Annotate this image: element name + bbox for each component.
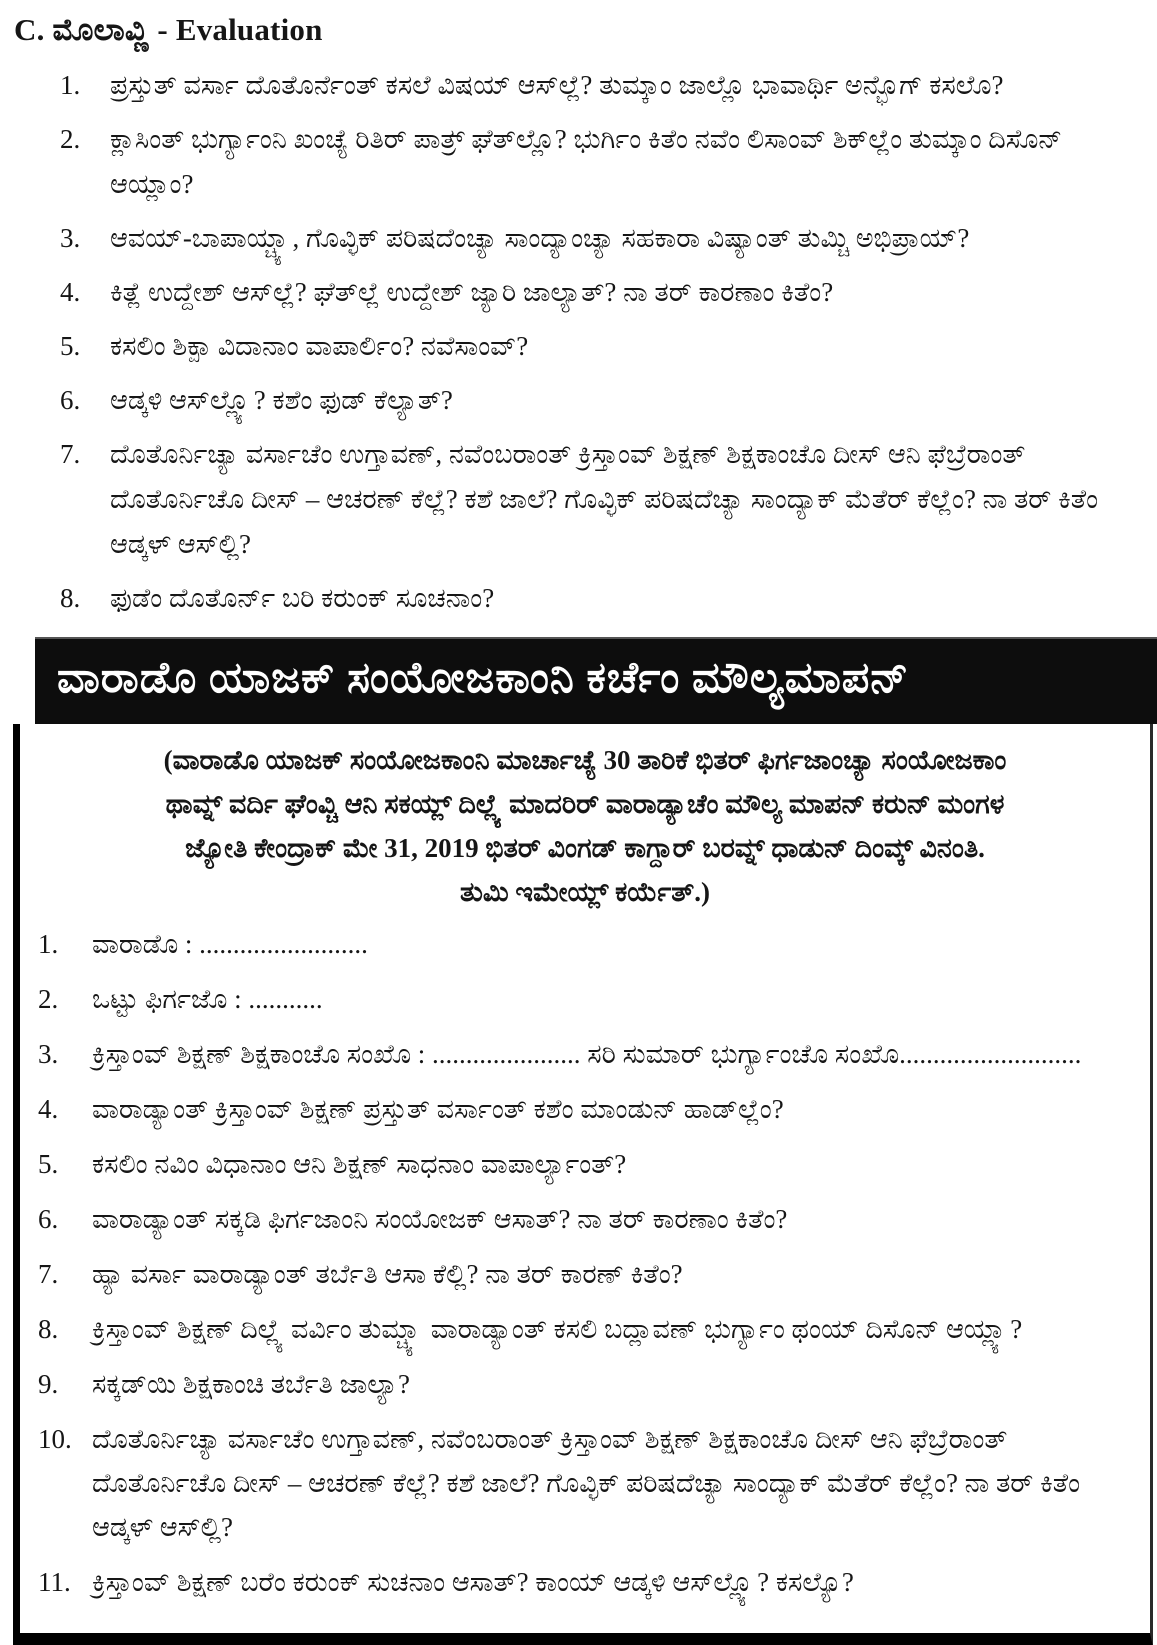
- question-number: 1.: [38, 929, 59, 960]
- evaluation-question: [58, 270, 1137, 315]
- question-number: 1.: [60, 70, 81, 100]
- evaluation-question-list: [58, 63, 1137, 621]
- question-number: 3.: [38, 1039, 59, 1070]
- question-text: ಆವಯ್-ಬಾಪಾಯ್ಚ್ಯಾ, ಗೊವ್ಳಿಕ್ ಪರಿಷದೆಂಚ್ಯಾ ಸಾಂದ್ಯಾಂಚ್ಯಾ ಸಹಕಾರಾ ವಿಷ್ಯಾಂತ್ ತುಮ್ಚಿ ಅಭಿಪ್ರಾಯ್?: [110, 223, 970, 253]
- question-text: ಕಿತ್ಲೆ ಉದ್ದೇಶ್ ಆಸ್‌ಲ್ಲೆ? ಘೆತ್‌ಲ್ಲೆ ಉದ್ದೇಶ್ ಜ್ಯಾರಿ ಜಾಲ್ಯಾತ್? ನಾ ತರ್ ಕಾರಣಾಂ ಕಿತೆಂ?: [110, 277, 834, 307]
- intro-line: (ವಾರಾಡೊ ಯಾಜಕ್ ಸಂಯೋಜಕಾಂನಿ ಮಾರ್ಚಾಚ್ಯೆ 30 ತಾರಿಕೆ ಭಿತರ್ ಫಿರ್ಗಜಾಂಚ್ಯಾ ಸಂಯೋಜಕಾಂ: [163, 745, 1007, 776]
- question-text-with-blank: ಒಟ್ಟು ಫಿರ್ಗಜೊ : ...........: [92, 984, 323, 1015]
- question-text: ಹ್ಯಾ ವರ್ಸಾ ವಾರಾಡ್ಯಾಂತ್ ತರ್ಬೆತಿ ಆಸಾ ಕೆಲ್ಲಿ? ನಾ ತರ್ ಕಾರಣ್ ಕಿತೆಂ?: [92, 1259, 683, 1290]
- question-text: ದೊತೊರ್ನಿಚ್ಯಾ ವರ್ಸಾಚೆಂ ಉಗ್ತಾವಣ್, ನವೆಂಬರಾಂತ್ ಕ್ರಿಸ್ತಾಂವ್ ಶಿಕ್ಷಣ್ ಶಿಕ್ಷಕಾಂಚೊ ದೀಸ್ ಆನಿ ಫೆಬ್ರೆರಾಂತ್ ದೊತೊರ್ನಿಚೊ ದೀಸ್ – ಆಚರಣ್ ಕೆಲ್ಲೆ? ಕಶೆ ಜಾಲೆ? ಗೊವ್ಳಿಕ್ ಪರಿಷದೆಚ್ಯಾ ಸಾಂದ್ಯಾಕ್ ಮೆತೆರ್ ಕೆಲ್ಲೆಂ? ನಾ ತರ್ ಕಿತೆಂ ಆಡ್ಕಳ್ ಆಸ್‌ಲ್ಲಿ?: [92, 1424, 1081, 1543]
- deanery-question: [38, 1362, 1134, 1406]
- deanery-report-box: [13, 724, 1153, 1645]
- question-text: ಪ್ರಸ್ತುತ್ ವರ್ಸಾ ದೊತೊರ್ನೆಂತ್ ಕಸಲೆ ವಿಷಯ್ ಆಸ್‌ಲ್ಲೆ? ತುಮ್ಕಾಂ ಜಾಲ್ಲೊ ಭಾವಾರ್ಥಿ ಅನ್ಭೊಗ್ ಕಸಲೊ?: [110, 70, 1004, 100]
- deanery-question: [38, 1417, 1134, 1549]
- question-text-with-blank: ವಾರಾಡೊ : .........................: [92, 929, 368, 960]
- evaluation-question: [58, 216, 1137, 261]
- intro-line: ಥಾವ್ನ್ ವರ್ದಿ ಘೆಂವ್ಚಿ ಆನಿ ಸಕಯ್ಲ್ ದಿಲ್ಲ್ಯೆ ಮಾದರಿರ್ ವಾರಾಡ್ಯಾಚೆಂ ಮೌಲ್ಯ ಮಾಪನ್ ಕರುನ್ ಮಂಗಳ: [165, 789, 1005, 820]
- question-number: 4.: [60, 277, 81, 307]
- question-text: ಸಕ್ಕಡ್‌ಯಿ ಶಿಕ್ಷಕಾಂಚಿ ತರ್ಬೆತಿ ಜಾಲ್ಯಾ?: [92, 1369, 411, 1400]
- question-number: 8.: [60, 583, 81, 613]
- deanery-question: [38, 1560, 1134, 1604]
- question-text: ಕ್ರಿಸ್ತಾಂವ್ ಶಿಕ್ಷಣ್ ದಿಲ್ಲ್ಯೆ ವರ್ವಿಂ ತುಮ್ಚ್ಯಾ ವಾರಾಡ್ಯಾಂತ್ ಕಸಲಿ ಬದ್ಲಾವಣ್ ಭುರ್ಗ್ಯಾಂ ಥಂಯ್ ದಿಸೊನ್ ಆಯ್ಲ್ಯಾ?: [92, 1314, 1023, 1345]
- question-number: 11.: [38, 1567, 71, 1598]
- question-number: 6.: [38, 1204, 59, 1235]
- question-number: 7.: [38, 1259, 59, 1290]
- deanery-question: [38, 1307, 1134, 1351]
- question-number: 6.: [60, 385, 81, 415]
- question-number: 7.: [60, 439, 81, 469]
- deanery-question-list: [38, 922, 1134, 1604]
- question-text: ಕ್ಲಾಸಿಂತ್ ಭುರ್ಗ್ಯಾಂನಿ ಖಂಚ್ಯೆ ರಿತಿರ್ ಪಾತ್ರ್ ಘೆತ್‌ಲ್ಲೊ? ಭುರ್ಗಿಂ ಕಿತೆಂ ನವೆಂ ಲಿಸಾಂವ್ ಶಿಕ್‌ಲ್ಲೆಂ ತುಮ್ಕಾಂ ದಿಸೊನ್ ಆಯ್ಲಾಂ?: [110, 124, 1063, 199]
- question-text: ಕಸಲಿಂ ನವಿಂ ವಿಧಾನಾಂ ಆನಿ ಶಿಕ್ಷಣ್ ಸಾಧನಾಂ ವಾಪಾರ್ಲ್ಯಾಂತ್?: [92, 1149, 627, 1180]
- section-banner-title: ವಾರಾಡೊ ಯಾಜಕ್ ಸಂಯೋಜಕಾಂನಿ ಕರ್ಚೆಂ ಮೌಲ್ಯಮಾಪನ್: [35, 637, 1157, 724]
- intro-line: ಜ್ಯೋತಿ ಕೇಂದ್ರಾಕ್ ಮೇ 31, 2019 ಭಿತರ್ ವಿಂಗಡ್ ಕಾಗ್ದಾರ್ ಬರವ್ನ್ ಧಾಡುನ್ ದಿಂವ್ಕ್ ವಿನಂತಿ.: [185, 833, 985, 864]
- box-intro-note: [38, 738, 1132, 914]
- question-number: 2.: [60, 124, 81, 154]
- question-number: 2.: [38, 984, 59, 1015]
- deanery-question: [38, 1252, 1134, 1296]
- question-number: 4.: [38, 1094, 59, 1125]
- deanery-question: [38, 977, 1134, 1021]
- deanery-question: [38, 1142, 1134, 1186]
- deanery-question: [38, 1197, 1134, 1241]
- question-number: 3.: [60, 223, 81, 253]
- question-text-with-blank: ಕ್ರಿಸ್ತಾಂವ್ ಶಿಕ್ಷಣ್ ಶಿಕ್ಷಕಾಂಚೊ ಸಂಖೊ : ...................... ಸರಿ ಸುಮಾರ್ ಭುರ್ಗ್ಯಾಂಚೊ ಸಂಖೊ...........................: [92, 1039, 1082, 1070]
- question-text: ಕ್ರಿಸ್ತಾಂವ್ ಶಿಕ್ಷಣ್ ಬರೆಂ ಕರುಂಕ್ ಸುಚನಾಂ ಆಸಾತ್? ಕಾಂಯ್ ಆಡ್ಕಳಿ ಆಸ್‌ಲ್ಲ್ಯೊ? ಕಸಲ್ಯೊ?: [92, 1567, 854, 1598]
- question-number: 5.: [60, 331, 81, 361]
- question-text: ಆಡ್ಕಳಿ ಆಸ್‌ಲ್ಲ್ಯೊ? ಕಶೆಂ ಫುಡ್ ಕೆಲ್ಯಾತ್?: [110, 385, 453, 415]
- evaluation-question: [58, 576, 1137, 621]
- question-text: ಫುಡೆಂ ದೊತೊರ್ನ್ ಬರಿ ಕರುಂಕ್ ಸೂಚನಾಂ?: [110, 583, 495, 613]
- question-number: 5.: [38, 1149, 59, 1180]
- question-number: 10.: [38, 1424, 72, 1455]
- evaluation-question: [58, 432, 1137, 567]
- page-title: C. ಮೊಲಾವ್ಣಿ - Evaluation: [14, 12, 323, 47]
- evaluation-question: [58, 63, 1137, 108]
- deanery-question: [38, 1032, 1134, 1076]
- question-text: ವಾರಾಡ್ಯಾಂತ್ ಸಕ್ಕಡಿ ಫಿರ್ಗಜಾಂನಿ ಸಂಯೋಜಕ್ ಆಸಾತ್? ನಾ ತರ್ ಕಾರಣಾಂ ಕಿತೆಂ?: [92, 1204, 788, 1235]
- question-text: ದೊತೊರ್ನಿಚ್ಯಾ ವರ್ಸಾಚೆಂ ಉಗ್ತಾವಣ್, ನವೆಂಬರಾಂತ್ ಕ್ರಿಸ್ತಾಂವ್ ಶಿಕ್ಷಣ್ ಶಿಕ್ಷಕಾಂಚೊ ದೀಸ್ ಆನಿ ಫೆಬ್ರೆರಾಂತ್ ದೊತೊರ್ನಿಚೊ ದೀಸ್ – ಆಚರಣ್ ಕೆಲ್ಲೆ? ಕಶೆ ಜಾಲೆ? ಗೊವ್ಳಿಕ್ ಪರಿಷದೆಚ್ಯಾ ಸಾಂದ್ಯಾಕ್ ಮೆತೆರ್ ಕೆಲ್ಲೆಂ? ನಾ ತರ್ ಕಿತೆಂ ಆಡ್ಕಳ್ ಆಸ್‌ಲ್ಲಿ?: [110, 439, 1099, 559]
- question-text: ವಾರಾಡ್ಯಾಂತ್ ಕ್ರಿಸ್ತಾಂವ್ ಶಿಕ್ಷಣ್ ಪ್ರಸ್ತುತ್ ವರ್ಸಾಂತ್ ಕಶೆಂ ಮಾಂಡುನ್ ಹಾಡ್‌ಲ್ಲೆಂ?: [92, 1094, 784, 1125]
- evaluation-question: [58, 378, 1137, 423]
- evaluation-question: [58, 117, 1137, 207]
- question-number: 8.: [38, 1314, 59, 1345]
- deanery-question: [38, 922, 1134, 966]
- deanery-question: [38, 1087, 1134, 1131]
- question-number: 9.: [38, 1369, 59, 1400]
- question-text: ಕಸಲಿಂ ಶಿಕ್ಪಾ ವಿದಾನಾಂ ವಾಪಾರ್ಲಿಂ? ನವೆಸಾಂವ್?: [110, 331, 529, 361]
- intro-line: ತುಮಿ ಇಮೇಯ್ಲ್ ಕರ್ಯೆತ್.): [459, 877, 711, 908]
- evaluation-question: [58, 324, 1137, 369]
